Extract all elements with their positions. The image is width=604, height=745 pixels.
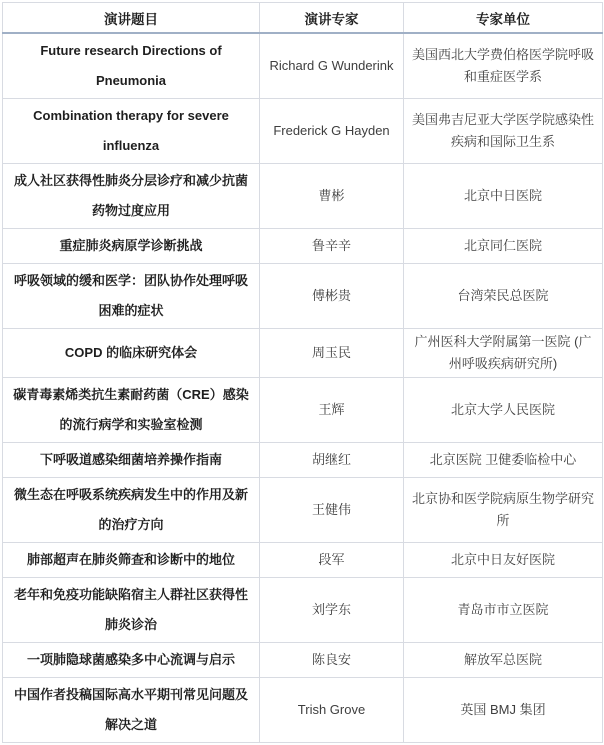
session-title-cell: 肺部超声在肺炎筛查和诊断中的地位 bbox=[3, 543, 260, 578]
column-header-speaker: 演讲专家 bbox=[260, 3, 404, 34]
speaker-name-cell: Richard G Wunderink bbox=[260, 33, 404, 99]
column-header-affiliation: 专家单位 bbox=[404, 3, 603, 34]
speaker-schedule-table bbox=[2, 2, 603, 743]
affiliation-cell: 美国西北大学费伯格医学院呼吸和重症医学系 bbox=[404, 33, 603, 99]
session-title-cell: 中国作者投稿国际高水平期刊常见问题及解决之道 bbox=[3, 678, 260, 743]
session-title-cell: 老年和免疫功能缺陷宿主人群社区获得性肺炎诊治 bbox=[3, 578, 260, 643]
table-row bbox=[3, 543, 603, 578]
affiliation-cell: 青岛市市立医院 bbox=[404, 578, 603, 643]
session-title-cell: 碳青毒素烯类抗生素耐药菌（CRE）感染的流行病学和实验室检测 bbox=[3, 378, 260, 443]
speaker-name-cell: 刘学东 bbox=[260, 578, 404, 643]
session-title-cell: 重症肺炎病原学诊断挑战 bbox=[3, 229, 260, 264]
table-row bbox=[3, 264, 603, 329]
session-title-cell: 微生态在呼吸系统疾病发生中的作用及新的治疗方向 bbox=[3, 478, 260, 543]
table-row bbox=[3, 578, 603, 643]
affiliation-cell: 北京医院 卫健委临检中心 bbox=[404, 443, 603, 478]
affiliation-cell: 英国 BMJ 集团 bbox=[404, 678, 603, 743]
table-row bbox=[3, 478, 603, 543]
speaker-name-cell: Frederick G Hayden bbox=[260, 99, 404, 164]
table-row bbox=[3, 164, 603, 229]
session-title-cell: 成人社区获得性肺炎分层诊疗和减少抗菌药物过度应用 bbox=[3, 164, 260, 229]
speaker-name-cell: 曹彬 bbox=[260, 164, 404, 229]
session-title-cell: 呼吸领域的缓和医学：团队协作处理呼吸困难的症状 bbox=[3, 264, 260, 329]
table-row bbox=[3, 678, 603, 743]
table-row bbox=[3, 443, 603, 478]
affiliation-cell: 北京协和医学院病原生物学研究所 bbox=[404, 478, 603, 543]
affiliation-cell: 广州医科大学附属第一医院 (广州呼吸疾病研究所) bbox=[404, 329, 603, 378]
speaker-name-cell: 段军 bbox=[260, 543, 404, 578]
speaker-name-cell: 胡继红 bbox=[260, 443, 404, 478]
speaker-name-cell: 陈良安 bbox=[260, 643, 404, 678]
session-title-cell: Combination therapy for severe influenza bbox=[3, 99, 260, 164]
table-row bbox=[3, 329, 603, 378]
affiliation-cell: 北京中日医院 bbox=[404, 164, 603, 229]
table-row bbox=[3, 378, 603, 443]
speaker-name-cell: 傅彬贵 bbox=[260, 264, 404, 329]
column-header-title: 演讲题目 bbox=[3, 3, 260, 34]
speaker-name-cell: 王健伟 bbox=[260, 478, 404, 543]
affiliation-cell: 北京同仁医院 bbox=[404, 229, 603, 264]
affiliation-cell: 解放军总医院 bbox=[404, 643, 603, 678]
session-title-cell: Future research Directions of Pneumonia bbox=[3, 33, 260, 99]
affiliation-cell: 北京中日友好医院 bbox=[404, 543, 603, 578]
header-row bbox=[3, 3, 603, 34]
speaker-name-cell: Trish Grove bbox=[260, 678, 404, 743]
affiliation-cell: 美国弗吉尼亚大学医学院感染性疾病和国际卫生系 bbox=[404, 99, 603, 164]
table-body bbox=[3, 33, 603, 743]
table-header bbox=[3, 3, 603, 34]
speaker-name-cell: 王辉 bbox=[260, 378, 404, 443]
table-row bbox=[3, 229, 603, 264]
session-title-cell: 下呼吸道感染细菌培养操作指南 bbox=[3, 443, 260, 478]
table-row bbox=[3, 643, 603, 678]
table-row bbox=[3, 33, 603, 99]
affiliation-cell: 台湾荣民总医院 bbox=[404, 264, 603, 329]
session-title-cell: 一项肺隐球菌感染多中心流调与启示 bbox=[3, 643, 260, 678]
speaker-name-cell: 鲁辛辛 bbox=[260, 229, 404, 264]
affiliation-cell: 北京大学人民医院 bbox=[404, 378, 603, 443]
speaker-name-cell: 周玉民 bbox=[260, 329, 404, 378]
table-row bbox=[3, 99, 603, 164]
session-title-cell: COPD 的临床研究体会 bbox=[3, 329, 260, 378]
